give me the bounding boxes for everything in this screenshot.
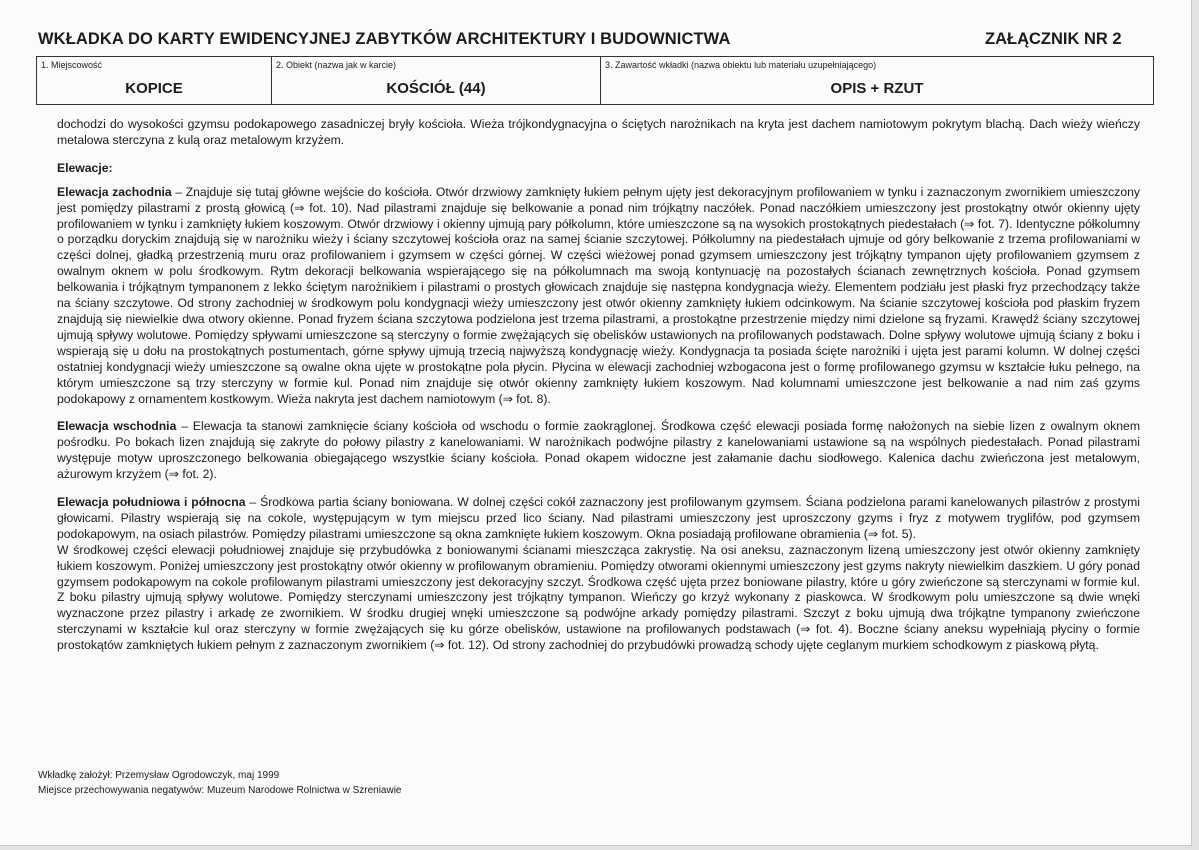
south-north-elevation-title: Elewacja południowa i północna <box>57 495 246 510</box>
south-north-elevation-text: – Środkowa partia ściany boniowana. W dolnej części cokół zaznaczony jest profilowanym gzymsem. Ściana podzielona parami kanelowanych pilastrów z prostymi głowicami. Pilastry wspierają się na cokole, występującym w tym miejscu przed lico ściany. Nad pilastrami umieszczony jest uproszczony gzyms i fryz z motywem tryglifów, pod gzymsem podokapowym, na osiach pilastrów. Pomiędzy pilastrami umieszczone są okna zamknięte łukiem koszowym. Okna posiadają profilowane obramienia (⇒ fot. 5). <box>57 495 1140 541</box>
west-elevation-paragraph <box>57 185 1140 408</box>
info-table <box>36 56 1154 105</box>
east-elevation-paragraph <box>57 419 1140 483</box>
east-elevation-title: Elewacja wschodnia <box>57 419 177 434</box>
west-elevation-title: Elewacja zachodnia <box>57 184 172 199</box>
elevations-heading: Elewacje: <box>57 160 113 175</box>
document-title: WKŁADKA DO KARTY EWIDENCYJNEJ ZABYTKÓW ARCHITEKTURY I BUDOWNICTWA <box>38 30 731 48</box>
content-value: OPIS + RZUT <box>830 80 924 97</box>
content-label: 3. Zawartość wkładki (nazwa obiektu lub materiału uzupełniającego) <box>605 60 877 70</box>
storage-line: Miejsce przechowywania negatywów: Muzeum Narodowe Rolnictwa w Szreniawie <box>38 785 402 796</box>
object-label: 2. Obiekt (nazwa jak w karcie) <box>276 60 397 70</box>
object-cell <box>272 57 601 104</box>
object-value: KOŚCIÓŁ (44) <box>386 80 486 97</box>
intro-paragraph: dochodzi do wysokości gzymsu podokapowego zasadniczej bryły kościoła. Wieża trójkondygnacyjna o ściętych narożnikach na kryta jest dachem namiotowym pokrytym blachą. Dach wieży wieńczy metalowa sterczyna z kulą oraz metalowym krzyżem. <box>57 117 1140 147</box>
locality-label: 1. Miejscowość <box>41 60 103 70</box>
east-elevation-text: – Elewacja ta stanowi zamknięcie ściany kościoła od wschodu o formie zaokrąglonej. Środkowa część elewacji posiada formę nałożonych na siebie lizen z owalnym oknem pośrodku. Po bokach lizen znajdują się zakryte do połowy pilastry z kanelowaniami. W narożnikach podwójne pilastry z kanelowaniami ustawione są na wspólnych piedestałach. Ponad pilastrami występuje motyw uproszczonego belkowania obiegającego wszystkie ściany kościoła. Ponad okapem widoczne jest załamanie dachu siodłowego. Kalenica dachu zwieńczona jest metalowym, ażurowym krzyżem (⇒ fot. 2). <box>57 419 1140 482</box>
description-body <box>57 117 1140 654</box>
author-line: Wkładkę założył: Przemysław Ogrodowczyk, maj 1999 <box>38 770 280 781</box>
locality-value: KOPICE <box>125 80 183 97</box>
footer <box>38 768 402 798</box>
content-cell <box>601 57 1153 104</box>
west-elevation-text: – Znajduje się tutaj główne wejście do kościoła. Otwór drzwiowy zamknięty łukiem pełnym ujęty jest dekoracyjnym profilowaniem w tynku i zaznaczonym zwornikiem umieszczony jest pomiędzy pilastrami z prostą głowicą (⇒ fot. 10). Nad pilastrami znajduje się belkowanie a ponad nim trójkątny naczółek. Ponad naczółkiem umieszczony jest prostokątny otwór okienny ujęty profilowaniem w tynku i zamknięty łukiem koszowym. Otwór drzwiowy i okienny ujmują pary półkolumn, które umieszczone są na wysokich prostokątnych piedestałach (⇒ fot. 7). Identyczne półkolumny o porządku doryckim znajdują się w narożniku wieży i ściany szczytowej kościoła oraz na samej ścianie szczytowej. Półkolumny na piedestałach ujmuje od góry belkowanie z trzema profilowaniami w części dolnej, gładką przestrzenią muru oraz profilowaniem i gzymsem w części górnej. W części wieżowej ponad gzymsem umieszczony jest trójkątny tympanon ujęty profilowaniem gzymsem z owalnym oknem w polu środkowym. Rytm dekoracji belkowania wspierającego się na półkolumnach ma swoją kontynuację na pozostałych ścianach zewnętrznych kościoła. Ponad gzymsem belkowania i trójkątnym tympanonem z lekko ściętym narożnikiem i pilastrami o prostych głowicach znajduje się następna kondygnacja wieży. Elementem podziału jest płaski fryz przechodzący także na ściany szczytowe. Od strony zachodniej w środkowym polu kondygnacji wieży umieszczony jest otwór okienny zamknięty łukiem odcinkowym. Na ścianie szczytowej kościoła pod płaskim fryzem znajdują się niewielkie dwa otwory okienne. Ponad fryzem ściana szczytowa podzielona jest trzema pilastrami, a prostokątne przestrzenie między nimi dzielone są fryzami. Krawędź ściany szczytowej ujmują spływy wolutowe. Pomiędzy spływami umieszczone są sterczyny o formie zwężających się obelisków ustawionych na profilowanych podstawach. Dolne spływy wolutowe ujmują ściany z boku i wspierają się u dołu na prostokątnych postumentach, górne spływy ujmują trzecią najwyższą kondygnację wieży. Kondygnacja ta posiada ścięte narożniki i ujęta jest parami kolumn. W dolnej części ostatniej kondygnacji wieży umieszczone są owalne okna ujęte w prostokątne pola płycin. Płycina w elewacji zachodniej wzbogacona jest o formę profilowanego gzymsu w kształcie łuku pełnego, na którym umieszczone są trzy sterczyny w formie kul. Ponad nim znajduje się otwór okienny zamknięty łukiem koszowym. Nad kolumnami umieszczone jest belkowanie a nad nim zaś gzyms podokapowy z ornamentem kostkowym. Wieża nakryta jest dachem namiotowym (⇒ fot. 8). <box>57 184 1140 406</box>
locality-cell <box>37 57 272 104</box>
south-north-elevation-paragraph <box>57 495 1140 543</box>
south-annex-paragraph: W środkowej części elewacji południowej znajduje się przybudówka z boniowanymi ścianami mieszcząca zakrystię. Na osi aneksu, zaznaczonym lizeną umieszczony jest otwór okienny zamknięty łukiem koszowym. Poniżej umieszczony jest prostokątny otwór okienny w profilowanym obramieniu. Pomiędzy otworami okiennymi umieszczony jest gzyms nakryty niewielkim daszkiem. U góry ponad gzymsem podokapowym na cokole profilowanym pilastrami umieszczony jest dekoracyjny szczyt. Środkowa część ujęta przez boniowane pilastry, które u góry zwieńczone są sterczynami w formie kul. Z boku pilastry ujmują spływy wolutowe. Pomiędzy sterczynami umieszczony jest trójkątny tympanon. Wieńczy go krzyż wykonany z piaskowca. W środkowym polu umieszczone są dwie wnęki wyznaczone przez pilastry i arkadę ze zwornikiem. W środku drugiej wnęki umieszczone są podwójne arkady pomiędzy pilastrami. Szczyt z boku ujmują dwa trójkątne tympanony zwieńczone sterczynami w kształcie kul oraz sterczyny w formie zwężających się ku górze obelisków, ustawione na profilowanych podstawach (⇒ fot. 4). Boczne ściany aneksu wypełniają płyciny o formie prostokątów zamkniętych łukiem pełnym z zaznaczonym zwornikiem (⇒ fot. 12). Od strony zachodniej do przybudówki prowadzą schody ujęte ceglanym murkiem schodkowym z piaskową płytą. <box>57 542 1140 653</box>
annex-number: ZAŁĄCZNIK NR 2 <box>985 30 1122 48</box>
